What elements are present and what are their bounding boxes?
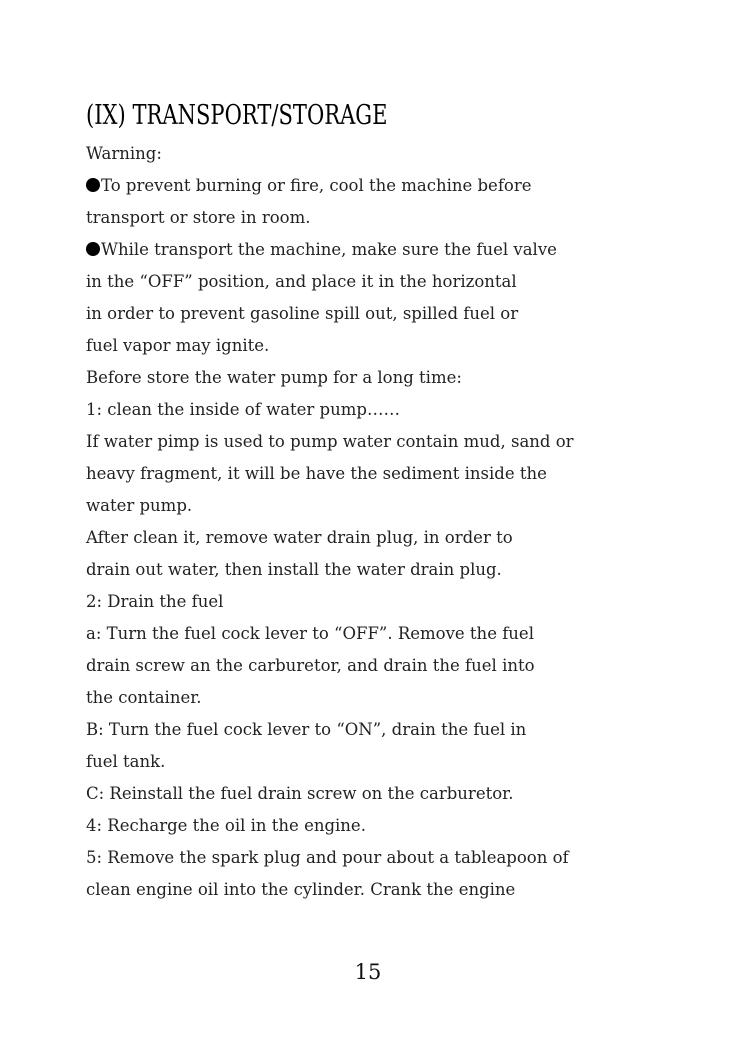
text-line [86, 682, 656, 714]
line-text: transport or store in room. [86, 208, 311, 227]
body-text [86, 138, 656, 906]
text-line [86, 618, 656, 650]
line-text: B: Turn the fuel cock lever to “ON”, drain the fuel in [86, 720, 527, 739]
text-line [86, 554, 656, 586]
line-text: 4: Recharge the oil in the engine. [86, 816, 366, 835]
line-text: After clean it, remove water drain plug, in order to [86, 528, 513, 547]
line-text: clean engine oil into the cylinder. Crank the engine [86, 880, 516, 899]
text-line [86, 842, 656, 874]
bullet-paragraph-line [86, 170, 656, 202]
line-text: 5: Remove the spark plug and pour about a tableapoon of [86, 848, 569, 867]
text-line [86, 522, 656, 554]
line-text: a: Turn the fuel cock lever to “OFF”. Remove the fuel [86, 624, 534, 643]
bullet-paragraph-line [86, 234, 656, 266]
text-line [86, 874, 656, 906]
text-line [86, 394, 656, 426]
line-text: in the “OFF” position, and place it in the horizontal [86, 272, 517, 291]
line-text: in order to prevent gasoline spill out, spilled fuel or [86, 304, 519, 323]
line-text: heavy fragment, it will be have the sediment inside the [86, 464, 547, 483]
line-text: fuel tank. [86, 752, 166, 771]
line-text: Warning: [86, 144, 162, 163]
text-line [86, 650, 656, 682]
text-line [86, 714, 656, 746]
bullet-icon [86, 242, 100, 256]
line-text: C: Reinstall the fuel drain screw on the carburetor. [86, 784, 514, 803]
text-line [86, 490, 656, 522]
text-line [86, 266, 656, 298]
text-line [86, 298, 656, 330]
text-line [86, 458, 656, 490]
line-text: If water pimp is used to pump water contain mud, sand or [86, 432, 574, 451]
text-line [86, 202, 656, 234]
line-text: To prevent burning or fire, cool the machine before [101, 176, 532, 195]
line-text: Before store the water pump for a long time: [86, 368, 462, 387]
bullet-icon [86, 178, 100, 192]
text-line [86, 586, 656, 618]
text-line [86, 426, 656, 458]
page-number: 15 [354, 960, 382, 984]
line-text: drain screw an the carburetor, and drain the fuel into [86, 656, 535, 675]
text-line [86, 330, 656, 362]
section-heading: (IX) TRANSPORT/STORAGE [86, 100, 388, 131]
line-text: 1: clean the inside of water pump…… [86, 400, 400, 419]
text-line [86, 810, 656, 842]
text-line [86, 362, 656, 394]
line-text: drain out water, then install the water drain plug. [86, 560, 502, 579]
line-text: fuel vapor may ignite. [86, 336, 270, 355]
line-text: While transport the machine, make sure the fuel valve [101, 240, 557, 259]
text-line [86, 138, 656, 170]
line-text: the container. [86, 688, 202, 707]
text-line [86, 746, 656, 778]
text-line [86, 778, 656, 810]
line-text: 2: Drain the fuel [86, 592, 224, 611]
line-text: water pump. [86, 496, 193, 515]
